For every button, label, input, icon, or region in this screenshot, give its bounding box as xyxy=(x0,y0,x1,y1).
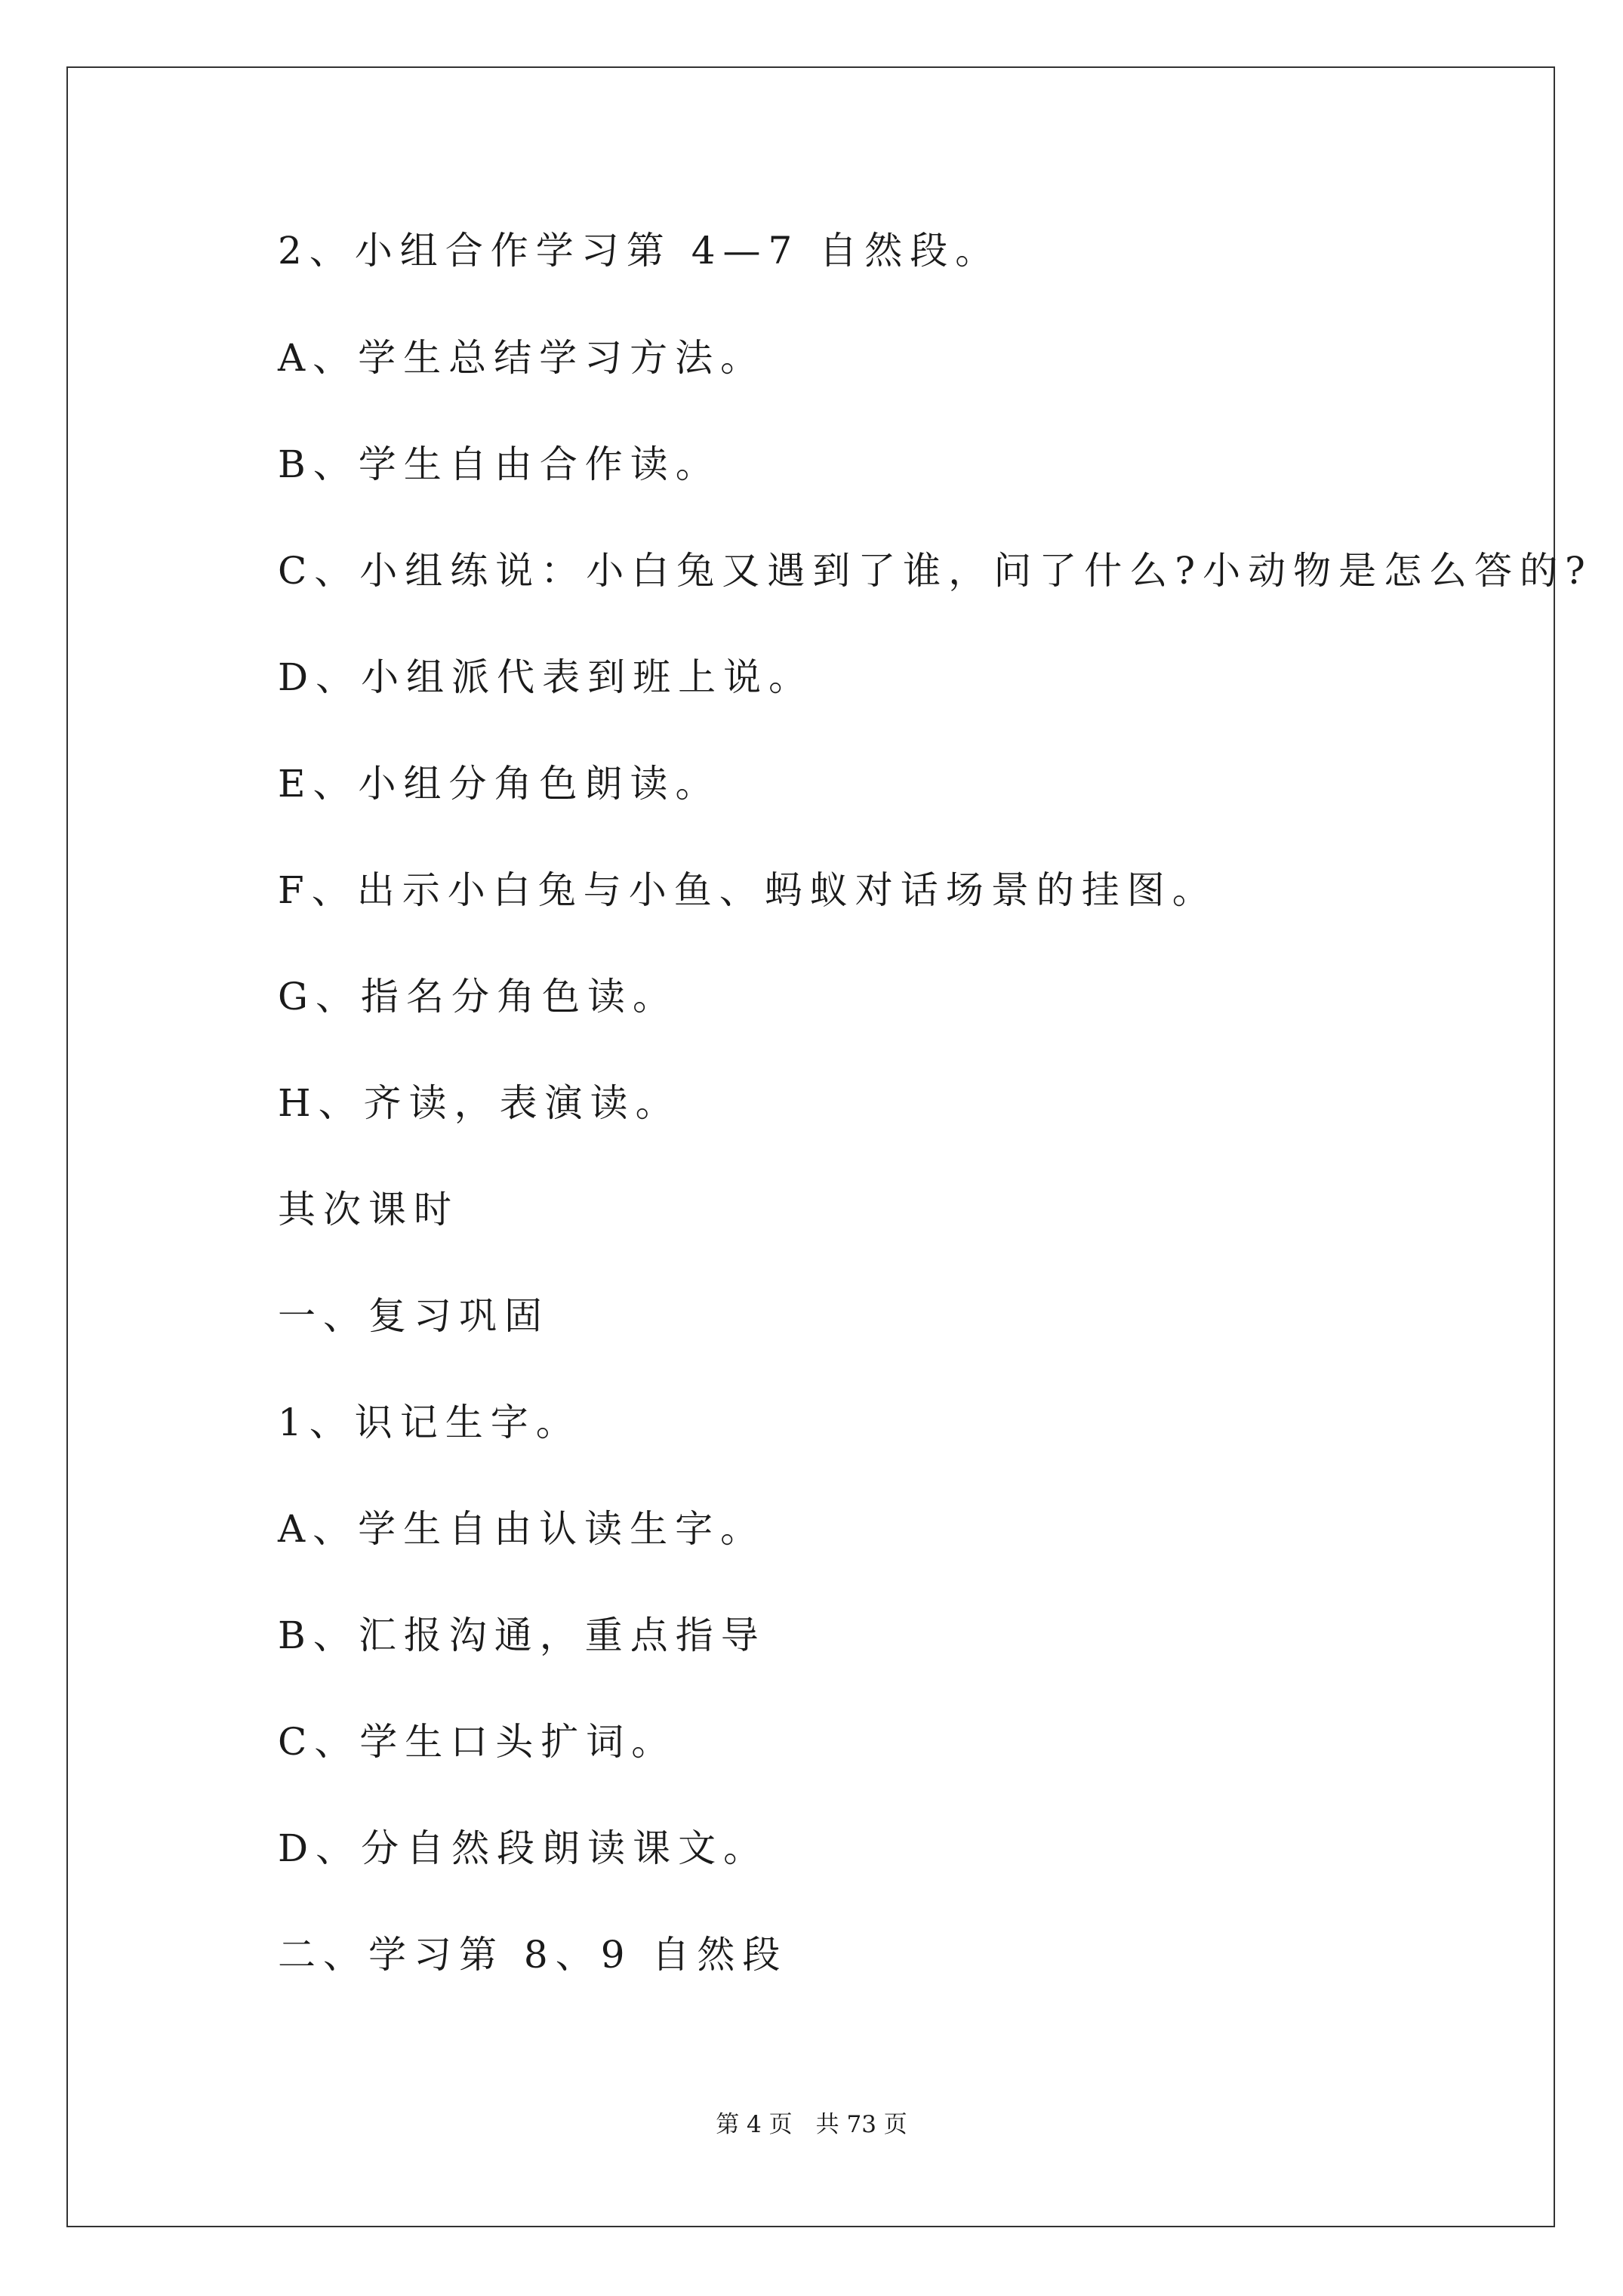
text-line-4: C、小组练说：小白兔又遇到了谁，问了什么?小动物是怎么答的? xyxy=(278,549,1593,593)
page-border xyxy=(66,66,1555,2227)
text-line-12: 1、识记生字。 xyxy=(278,1401,581,1444)
text-line-16: D、分自然段朗读课文。 xyxy=(278,1826,769,1870)
section-heading-second-lesson: 其次课时 xyxy=(278,1188,459,1231)
text-line-5: D、小组派代表到班上说。 xyxy=(278,655,815,699)
text-line-15: C、学生口头扩词。 xyxy=(278,1720,677,1764)
text-line-6: E、小组分角色朗读。 xyxy=(278,762,721,806)
text-line-9: H、齐读，表演读。 xyxy=(278,1081,681,1125)
text-line-14: B、汇报沟通，重点指导 xyxy=(278,1613,766,1657)
text-line-8: G、指名分角色读。 xyxy=(278,975,678,1019)
page-number: 第 4 页 共 73 页 xyxy=(716,2111,907,2138)
section-heading-study: 二、学习第 8、9 自然段 xyxy=(278,1933,788,1977)
text-line-2: A、学生总结学习方法。 xyxy=(278,336,766,380)
section-heading-review: 一、复习巩固 xyxy=(278,1294,550,1338)
text-line-7: F、出示小白兔与小鱼、蚂蚁对话场景的挂图。 xyxy=(278,868,1218,912)
text-line-13: A、学生自由认读生字。 xyxy=(278,1507,766,1551)
text-line-1: 2、小组合作学习第 4—7 自然段。 xyxy=(278,229,1001,273)
text-line-3: B、学生自由合作读。 xyxy=(278,442,721,486)
